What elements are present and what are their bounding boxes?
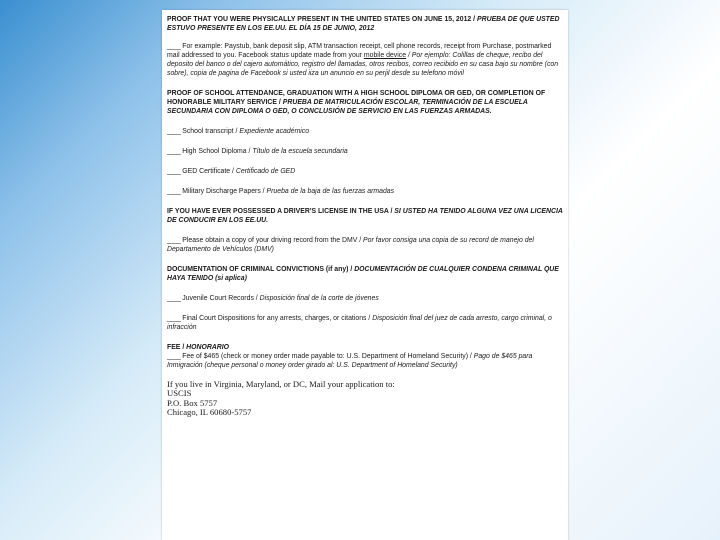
school-title-es: PRUEBA DE MATRICULACIÓN ESCOLAR, TERMINACIÓN DE LA ESCUELA SECUNDARIA CON DIPLOMA O GED, O CONCLUSIÓN DE SERVICIO EN LAS FUERZAS ARMADAS. xyxy=(167,99,528,115)
item-es: Por favor consiga una copia de su record de manejo del Departamento de Vehículos (DMV) xyxy=(167,237,534,253)
mailing-address xyxy=(167,380,563,418)
checkbox-blank[interactable]: ____ xyxy=(167,295,181,302)
item-en: Fee of $465 (check or money order made payable to: U.S. Department of Homeland Security) / xyxy=(182,353,472,360)
item-en: High School Diploma / xyxy=(182,148,251,155)
checkbox-blank[interactable]: ____ xyxy=(167,148,181,155)
criminal-item-juvenile xyxy=(167,294,563,303)
school-item-diploma xyxy=(167,147,563,156)
item-es: Certificado de GED xyxy=(235,168,296,175)
checkbox-blank[interactable]: ____ xyxy=(167,188,181,195)
item-en: Please obtain a copy of your driving record from the DMV / xyxy=(182,237,362,244)
school-title-en: PROOF OF SCHOOL ATTENDANCE, GRADUATION WITH A HIGH SCHOOL DIPLOMA OR GED, OR COMPLETION OF HONORABLE MILITARY SERVICE / xyxy=(167,90,546,106)
license-item xyxy=(167,236,563,254)
document-page xyxy=(162,10,568,540)
license-section-title xyxy=(167,207,563,225)
checkbox-blank[interactable]: ____ xyxy=(167,168,181,175)
item-es: Disposición final del juez de cada arresto, cargo criminal, o infracción xyxy=(167,315,552,331)
presence-title-en: PROOF THAT YOU WERE PHYSICALLY PRESENT IN THE UNITED STATES ON JUNE 15, 2012 / xyxy=(167,16,476,23)
mailing-city: Chicago, IL 60680-5757 xyxy=(167,407,252,418)
checkbox-blank[interactable]: ____ xyxy=(167,353,181,360)
item-en: Juvenile Court Records / xyxy=(182,295,258,302)
item-es: Pago de $465 para Inmigración (cheque personal o money order girado al: U.S. Department of Homeland Security) xyxy=(167,353,533,369)
criminal-title-es: DOCUMENTACIÓN DE CUALQUIER CONDENA CRIMINAL QUE HAYA TENIDO (si aplica) xyxy=(167,266,559,282)
item-es: Disposición final de la corte de jóvenes xyxy=(259,295,379,302)
fee-section-title xyxy=(167,343,563,352)
item-es: Prueba de la baja de las fuerzas armadas xyxy=(266,188,395,195)
item-es: Título de la escuela secundaria xyxy=(252,148,348,155)
item-en: Military Discharge Papers / xyxy=(182,188,265,195)
school-section-title xyxy=(167,89,563,116)
checkbox-blank[interactable]: ____ xyxy=(167,43,181,50)
school-item-transcript xyxy=(167,127,563,136)
criminal-section-title xyxy=(167,265,563,283)
presence-section-title xyxy=(167,15,563,33)
presence-example-item xyxy=(167,42,563,78)
item-es: Expediente académico xyxy=(239,128,310,135)
item-en: Final Court Dispositions for any arrests, charges, or citations / xyxy=(182,315,371,322)
presence-title-es: PRUEBA DE QUE USTED ESTUVO PRESENTE EN LOS EE.UU. EL DÍA 15 DE JUNIO, 2012 xyxy=(167,16,560,32)
criminal-title-en: DOCUMENTATION OF CRIMINAL CONVICTIONS (if any) / xyxy=(167,266,353,273)
fee-item xyxy=(167,352,563,370)
license-title-es: SI USTED HA TENIDO ALGUNA VEZ UNA LICENCIA DE CONDUCIR EN LOS EE.UU. xyxy=(167,208,563,224)
criminal-item-dispositions xyxy=(167,314,563,332)
school-item-ged xyxy=(167,167,563,176)
mailing-po-box: P.O. Box 5757 xyxy=(167,397,218,408)
school-item-military xyxy=(167,187,563,196)
presence-example-es: / Por ejemplo: Colillas de cheque, recibo del deposito del banco o del cajero automático, registro del llamadas, otros recibos, correo recibido en su casa bajo su nombre (con sobre), copia de pagina de Facebook si usted iiza un anuncio en su perjil desde su telefono móvil xyxy=(167,52,559,77)
checkbox-blank[interactable]: ____ xyxy=(167,315,181,322)
mailing-instruction: If you live in Virginia, Maryland, or DC, Mail your application to: xyxy=(167,379,395,389)
fee-title-en: FEE / xyxy=(167,344,185,351)
item-en: School transcript / xyxy=(182,128,238,135)
mobile-device-link: mobile device xyxy=(363,52,407,59)
item-en: GED Certificate / xyxy=(182,168,234,175)
presence-example-en: For example: Paystub, bank deposit slip, ATM transaction receipt, cell phone records, receipt from Purchase, postmarked mail addressed to you. Facebook status update made from your xyxy=(167,43,552,59)
license-title-en: IF YOU HAVE EVER POSSESSED A DRIVER'S LICENSE IN THE USA / xyxy=(167,208,393,215)
checkbox-blank[interactable]: ____ xyxy=(167,237,181,244)
fee-title-es: HONORARIO xyxy=(186,344,230,351)
checkbox-blank[interactable]: ____ xyxy=(167,128,181,135)
mailing-agency: USCIS xyxy=(167,388,192,399)
